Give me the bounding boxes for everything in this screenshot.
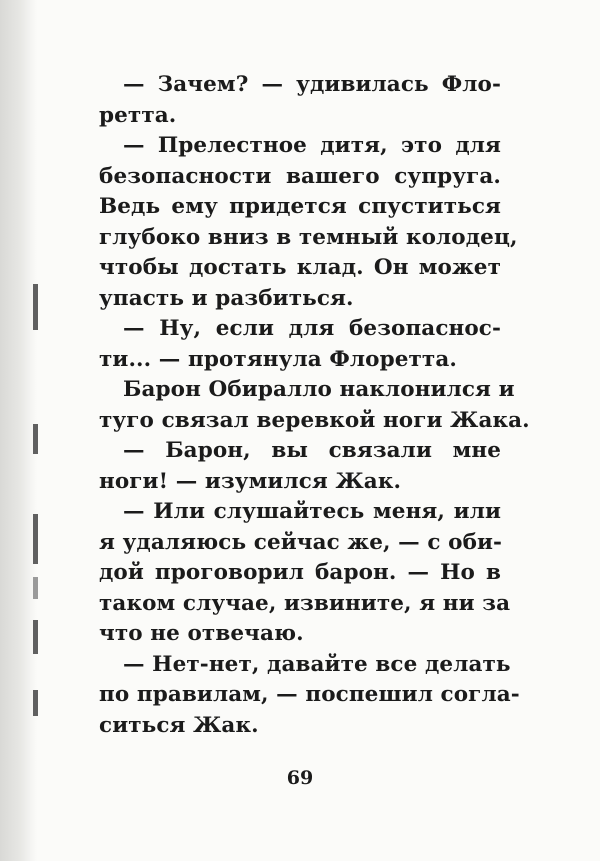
text-line: безопасности вашего супруга. xyxy=(99,163,501,189)
text-line: что не отвечаю. xyxy=(99,621,304,646)
gutter-mark xyxy=(33,514,38,564)
gutter-mark xyxy=(33,620,38,654)
text-line: чтобы достать клад. Он может xyxy=(99,255,501,280)
page-number: 69 xyxy=(286,767,314,789)
page-text-block xyxy=(99,70,530,741)
text-line: упасть и разбиться. xyxy=(99,285,354,311)
text-line: — Или слушайтесь меня, или xyxy=(123,499,501,524)
gutter-mark xyxy=(33,577,38,599)
text-line: по правилам, — поспешил согла- xyxy=(99,682,520,707)
text-line: — Прелестное дитя, это для xyxy=(123,133,501,158)
gutter-mark xyxy=(33,424,38,454)
text-line: Барон Обиралло наклонился и xyxy=(123,377,515,402)
text-line: ситься Жак. xyxy=(99,712,259,738)
text-line: таком случае, извините, я ни за xyxy=(99,590,511,616)
text-line: ретта. xyxy=(99,102,177,128)
gutter-mark xyxy=(33,284,38,330)
text-line: Ведь ему придется спуститься xyxy=(99,194,501,219)
text-line: туго связал веревкой ноги Жака. xyxy=(99,407,530,433)
text-line: — Барон, вы связали мне xyxy=(123,438,501,463)
text-line: — Зачем? — удивилась Фло- xyxy=(123,72,501,97)
text-line: ноги! — изумился Жак. xyxy=(99,468,402,494)
page-binding-gutter xyxy=(0,0,37,861)
text-line: — Ну, если для безопаснос- xyxy=(123,316,501,341)
text-line: ти... — протянула Флоретта. xyxy=(99,346,457,372)
text-line: глубоко вниз в темный колодец, xyxy=(99,224,518,250)
text-line: дой проговорил барон. — Но в xyxy=(99,560,501,585)
text-line: я удаляюсь сейчас же, — с оби- xyxy=(99,529,503,555)
gutter-mark xyxy=(33,690,38,716)
text-line: — Нет-нет, давайте все делать xyxy=(123,651,511,677)
